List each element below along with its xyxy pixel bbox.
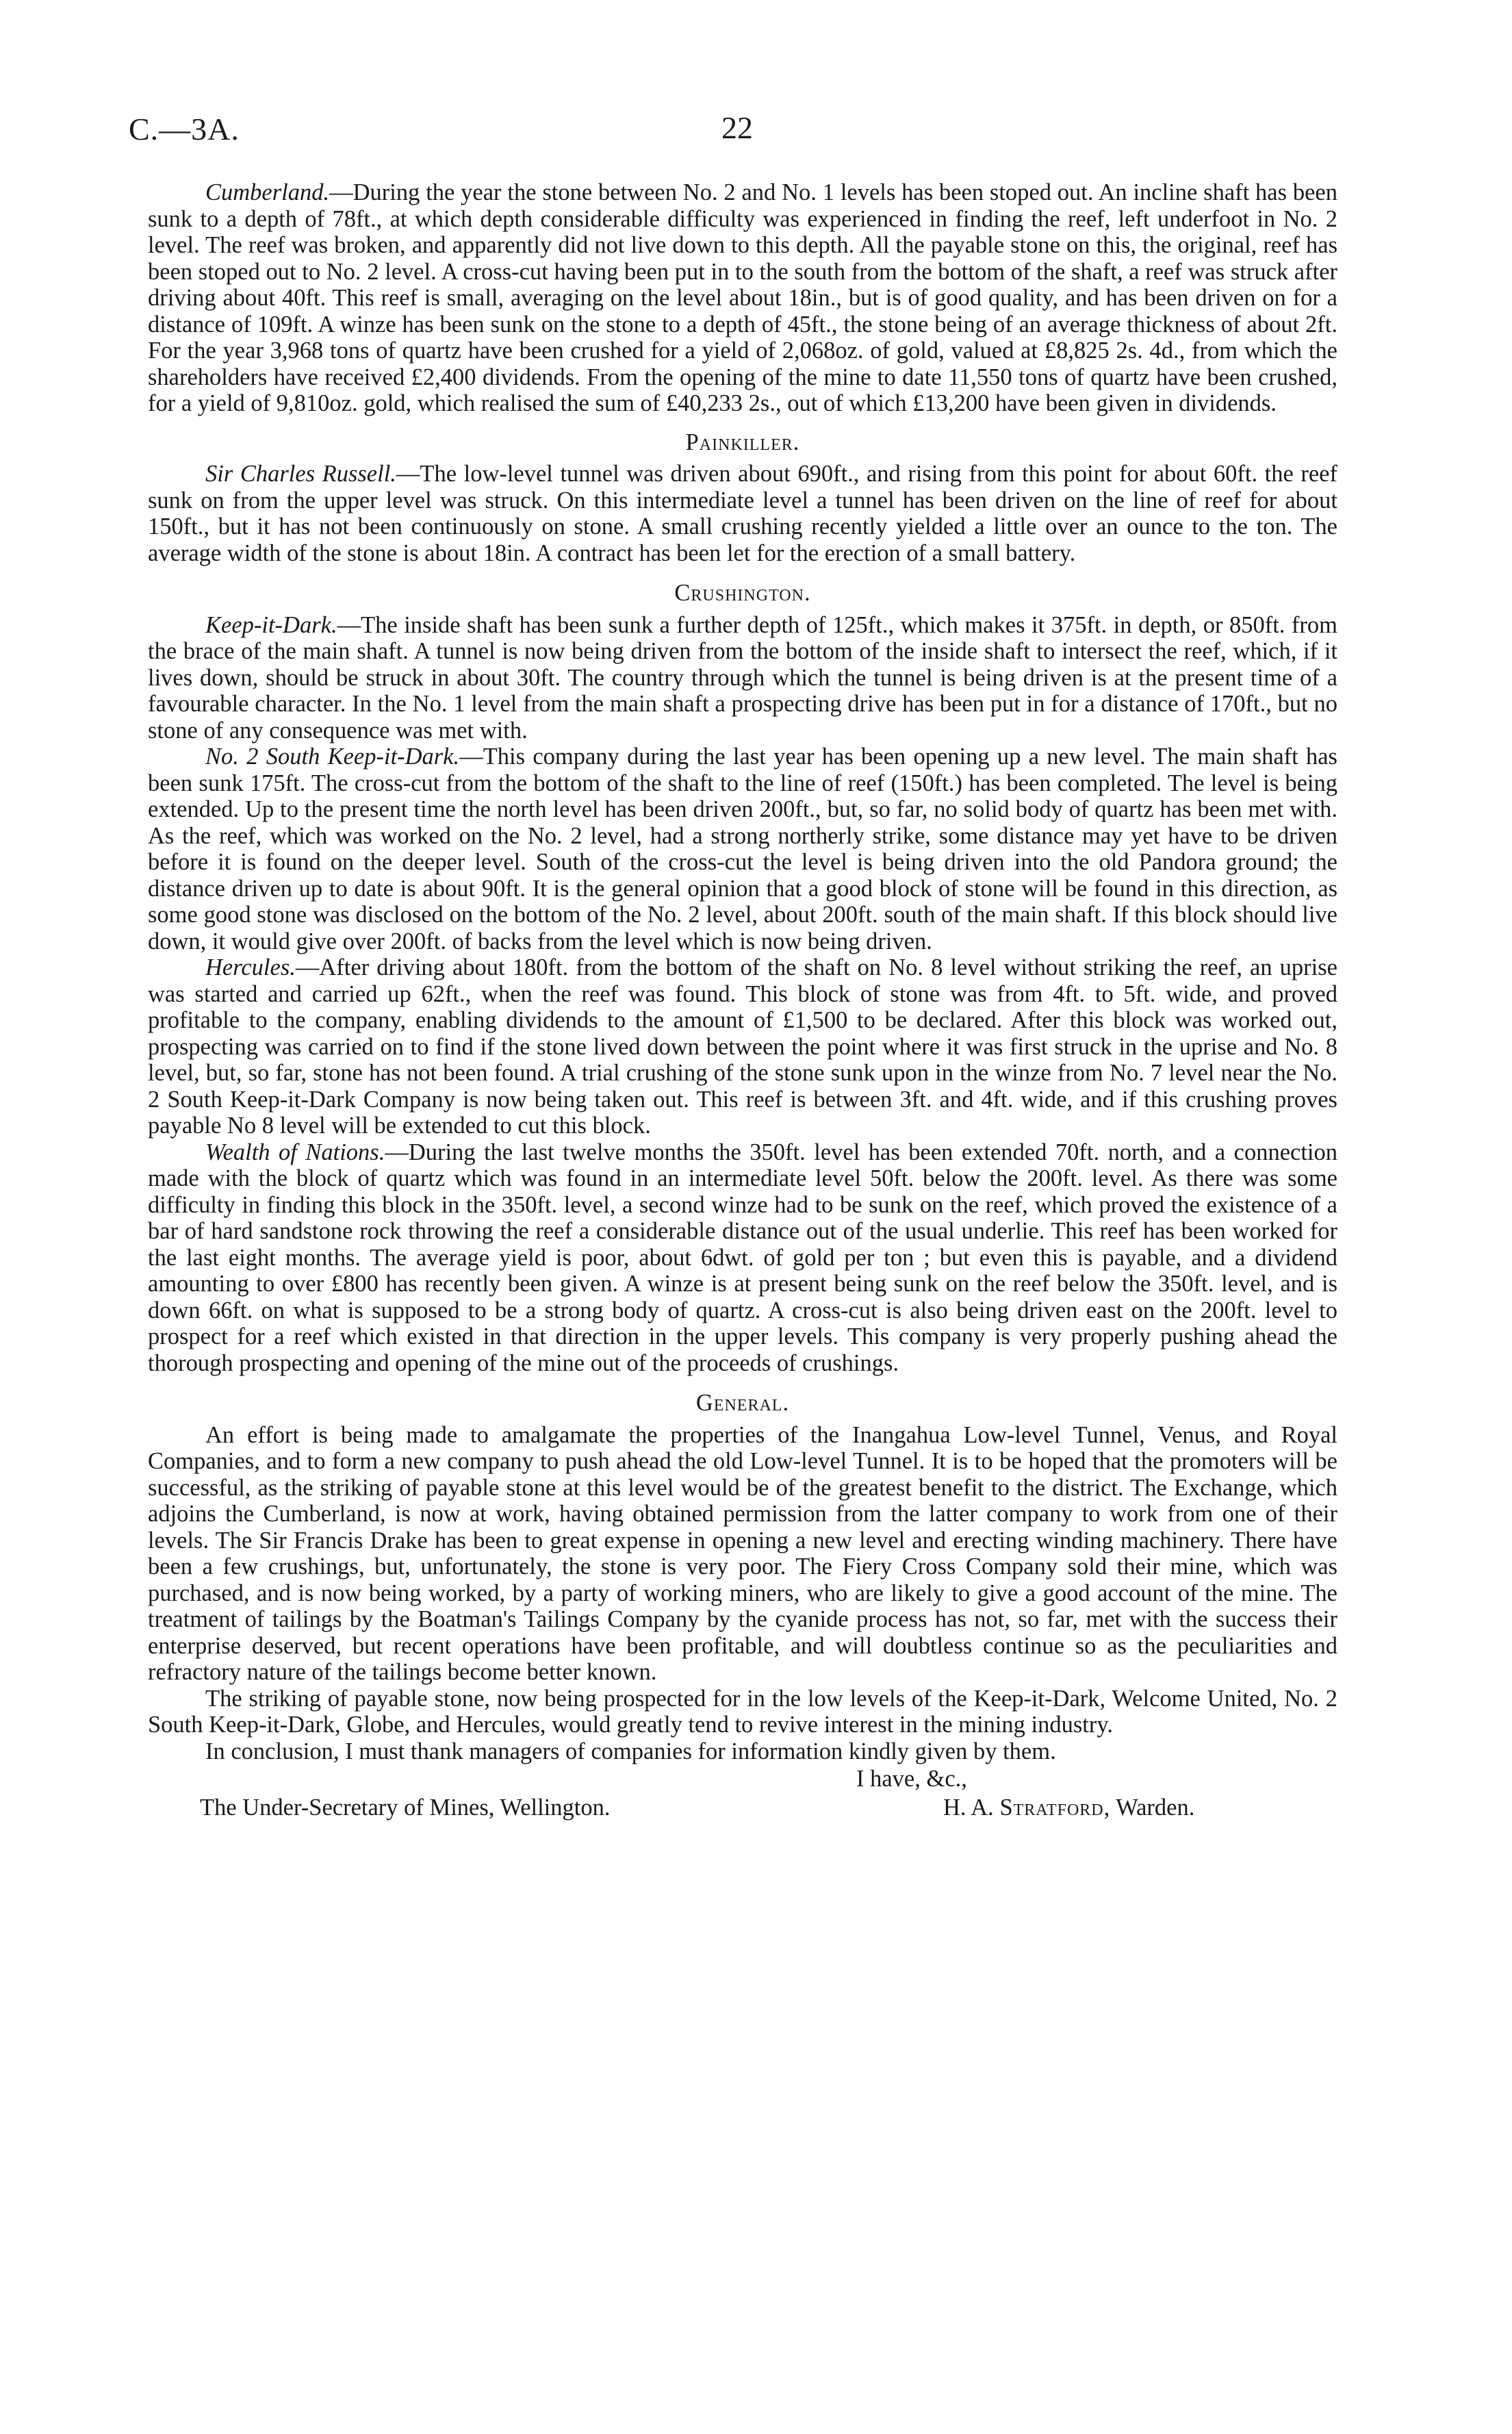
paragraph-general-conclusion: In conclusion, I must thank managers of companies for information kindly given by them. xyxy=(205,1738,1056,1764)
paragraph-lead: Wealth of Nations. xyxy=(205,1139,385,1165)
paragraph-text: —The low-level tunnel was driven about 690ft., and rising from this point for about 60ft. the reef sunk on from the upper level was struck. On this intermediate level a tunnel has been driven on the line of reef for about 150ft., but it has not been continuously on stone. A small crushing recently yielded a little over an ounce to the ton. The average width of the stone is about 18in. A contract has been let for the erection of a small battery. xyxy=(148,461,1337,566)
document-reference: C.—3A. xyxy=(129,112,240,147)
paragraph-lead: Cumberland. xyxy=(205,179,330,205)
paragraph-lead: Sir Charles Russell. xyxy=(205,461,396,487)
addressee: The Under-Secretary of Mines, Wellington. xyxy=(200,1795,611,1821)
page-number: 22 xyxy=(721,110,753,145)
report-body xyxy=(148,179,1337,1827)
signatory-surname: Stratford, xyxy=(999,1795,1111,1821)
paragraph-cumberland xyxy=(148,179,1337,417)
paragraph-lead: Keep-it-Dark. xyxy=(205,611,337,638)
paragraph-sir-charles-russell xyxy=(148,461,1337,566)
section-heading-general: General. xyxy=(695,1390,790,1416)
letter-closing xyxy=(148,1766,1337,1827)
signature-block xyxy=(943,1795,1194,1821)
paragraph-general-amalgamation: An effort is being made to amalgamate the properties of the Inangahua Low-level Tunnel, Venus, and Royal Companies, and to form a new company to push ahead the old Low-level Tunnel. It is to be hoped that the promoters will be successful, as the striking of payable stone at this level would be of the greatest benefit to the district. The Exchange, which adjoins the Cumberland, is now at work, having obtained permission from the latter company to work from one of their levels. The Sir Francis Drake has been to great expense in opening a new level and erecting winding machinery. There have been a few crushings, but, unfortunately, the stone is very poor. The Fiery Cross Company sold their mine, which was purchased, and is now being worked, by a party of working miners, who are likely to give a good account of the mine. The treatment of tailings by the Boatman's Tailings Company by the cyanide process has not, so far, met with the success their enterprise deserved, but recent operations have been profitable, and will doubtless continue so as the peculiarities and refractory nature of the tailings become better known. xyxy=(148,1421,1337,1685)
paragraph-lead: No. 2 South Keep-it-Dark. xyxy=(205,744,460,770)
paragraph-text: —The inside shaft has been sunk a further depth of 125ft., which makes it 375ft. in depth, or 850ft. from the brace of the main shaft. A tunnel is now being driven from the bottom of the inside shaft to intersect the reef, which, if it lives down, should be struck in about 30ft. The country through which the tunnel is being driven is at the present time of a favourable character. In the No. 1 level from the main shaft a prospecting drive has been put in for a distance of 170ft., but no stone of any consequence was met with. xyxy=(148,611,1337,744)
paragraph-text: —After driving about 180ft. from the bottom of the shaft on No. 8 level without striking the reef, an uprise was started and carried up 62ft., when the reef was found. This block of stone was from 4ft. to 5ft. wide, and proved profitable to the company, enabling dividends to the amount of £1,500 to be declared. After this block was worked out, prospecting was carried on to find if the stone lived down between the point where it was first struck in the uprise and No. 8 level, but, so far, stone has not been found. A trial crushing of the stone sunk upon in the winze from No. 7 level near the No. 2 South Keep-it-Dark Company is now being taken out. This reef is between 3ft. and 4ft. wide, and if this crushing proves payable No 8 level will be extended to cut this block. xyxy=(148,954,1337,1139)
paragraph-general-payable-stone: The striking of payable stone, now being prospected for in the low levels of the Keep-it-Dark, Welcome United, No. 2 South Keep-it-Dark, Globe, and Hercules, would greatly tend to revive interest in the mining industry. xyxy=(148,1685,1337,1738)
paragraph-text: —During the last twelve months the 350ft. level has been extended 70ft. north, and a connection made with the block of quartz which was found in an intermediate level 50ft. below the 200ft. level. As there was some difficulty in finding this block in the 350ft. level, a second winze had to be sunk on the reef, which proved the existence of a bar of hard sandstone rock throwing the reef a considerable distance out of the usual underlie. This reef has been worked for the last eight months. The average yield is poor, about 6dwt. of gold per ton ; but even this is payable, and a dividend amounting to over £800 has recently been given. A winze is at present being sunk on the reef below the 350ft. level, and is down 66ft. on what is supposed to be a strong body of quartz. A cross-cut is also being driven east on the 200ft. level to prospect for a reef which existed in that direction in the upper levels. This company is very properly pushing ahead the thorough prospecting and opening of the mine out of the proceeds of crushings. xyxy=(148,1139,1338,1376)
valediction: I have, &c., xyxy=(856,1766,967,1792)
paragraph-text: —During the year the stone between No. 2 and No. 1 levels has been stoped out. An incline shaft has been sunk to a depth of 78ft., at which depth considerable difficulty was experienced in finding the reef, left underfoot in No. 2 level. The reef was broken, and apparently did not live down to this depth. All the payable stone on this, the original, reef has been stoped out to No. 2 level. A cross-cut having been put in to the south from the bottom of the shaft, a reef was struck after driving about 40ft. This reef is small, averaging on the level about 18in., but is of good quality, and has been driven on for a distance of 109ft. A winze has been sunk on the stone to a depth of 45ft., the stone being of an average thickness of about 2ft. For the year 3,968 tons of quartz have been crushed for a yield of 2,068oz. of gold, valued at £8,825 2s. 4d., from which the shareholders have received £2,400 dividends. From the opening of the mine to date 11,550 tons of quartz have been crushed, for a yield of 9,810oz. gold, which realised the sum of £40,233 2s., out of which £13,200 have been given in dividends. xyxy=(148,179,1337,416)
paragraph-lead: Hercules. xyxy=(205,954,296,980)
paragraph-hercules xyxy=(148,954,1337,1139)
paragraph-wealth-of-nations xyxy=(148,1139,1337,1377)
paragraph-text: —This company during the last year has been opening up a new level. The main shaft has been sunk 175ft. The cross-cut from the bottom of the shaft to the line of reef (150ft.) has been completed. The level is being extended. Up to the present time the north level has been driven 200ft., but, so far, no solid body of quartz has been met with. As the reef, which was worked on the No. 2 level, had a strong northerly strike, some distance may yet have to be driven before it is found on the deeper level. South of the cross-cut the level is being driven into the old Pandora ground; the distance driven up to date is about 90ft. It is the general opinion that a good block of stone will be found in this direction, as some good stone was disclosed on the bottom of the No. 2 level, about 200ft. south of the main shaft. If this block should live down, it would give over 200ft. of backs from the level which is now being driven. xyxy=(148,744,1337,954)
section-heading-painkiller: Painkiller. xyxy=(685,429,800,455)
paragraph-keep-it-dark xyxy=(148,612,1337,744)
signatory-initials: H. A. xyxy=(943,1795,994,1821)
signatory-title: Warden. xyxy=(1116,1795,1195,1821)
paragraph-no2-south-keep-it-dark xyxy=(148,744,1337,954)
section-heading-crushington: Crushington. xyxy=(674,580,811,606)
